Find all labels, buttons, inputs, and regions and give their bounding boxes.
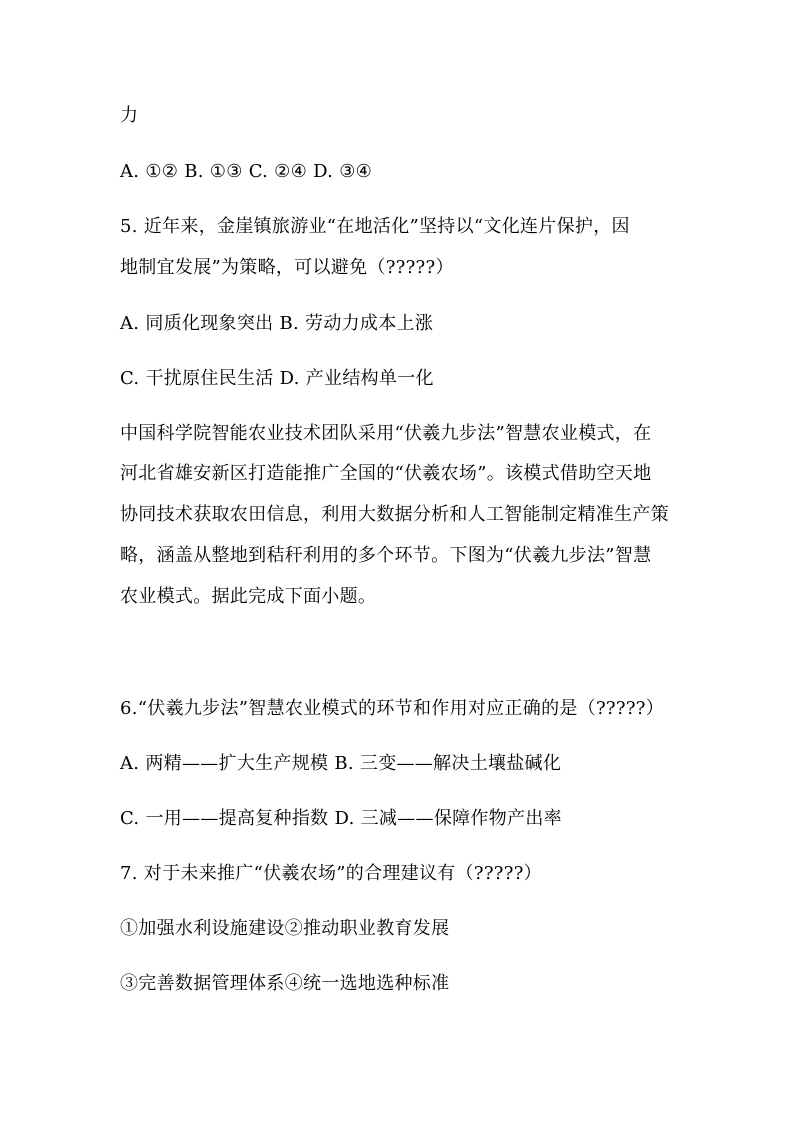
passage-line-1: 中国科学院智能农业技术团队采用“伏羲九步法”智慧农业模式，在 — [120, 423, 652, 444]
q4-options: A. ①② B. ①③ C. ②④ D. ③④ — [120, 161, 373, 182]
q7-statements-3-4: ③完善数据管理体系④统一选地选种标准 — [120, 973, 450, 994]
q6-options-cd: C. 一用——提高复种指数 D. 三减——保障作物产出率 — [120, 808, 562, 829]
q5-stem-line-2: 地制宜发展”为策略，可以避免（?????） — [120, 257, 454, 278]
passage-line-4: 略，涵盖从整地到秸秆利用的多个环节。下图为“伏羲九步法”智慧 — [120, 545, 652, 566]
q6-stem: 6.“伏羲九步法”智慧农业模式的环节和作用对应正确的是（?????） — [120, 698, 665, 719]
q6-options-ab: A. 两精——扩大生产规模 B. 三变——解决土壤盐碱化 — [120, 753, 562, 774]
q5-stem-line-1: 5. 近年来，金崖镇旅游业“在地活化”坚持以“文化连片保护，因 — [120, 216, 630, 237]
text-line-continuation: 力 — [120, 105, 139, 126]
q7-stem: 7. 对于未来推广“伏羲农场”的合理建议有（?????） — [120, 863, 542, 884]
passage-line-2: 河北省雄安新区打造能推广全国的“伏羲农场”。该模式借助空天地 — [120, 463, 652, 484]
q5-options-ab: A. 同质化现象突出 B. 劳动力成本上涨 — [120, 313, 434, 334]
passage-line-5: 农业模式。据此完成下面小题。 — [120, 586, 377, 607]
passage-line-3: 协同技术获取农田信息，利用大数据分析和人工智能制定精准生产策 — [120, 504, 669, 525]
q5-options-cd: C. 干扰原住民生活 D. 产业结构单一化 — [120, 368, 434, 389]
q7-statements-1-2: ①加强水利设施建设②推动职业教育发展 — [120, 918, 450, 939]
